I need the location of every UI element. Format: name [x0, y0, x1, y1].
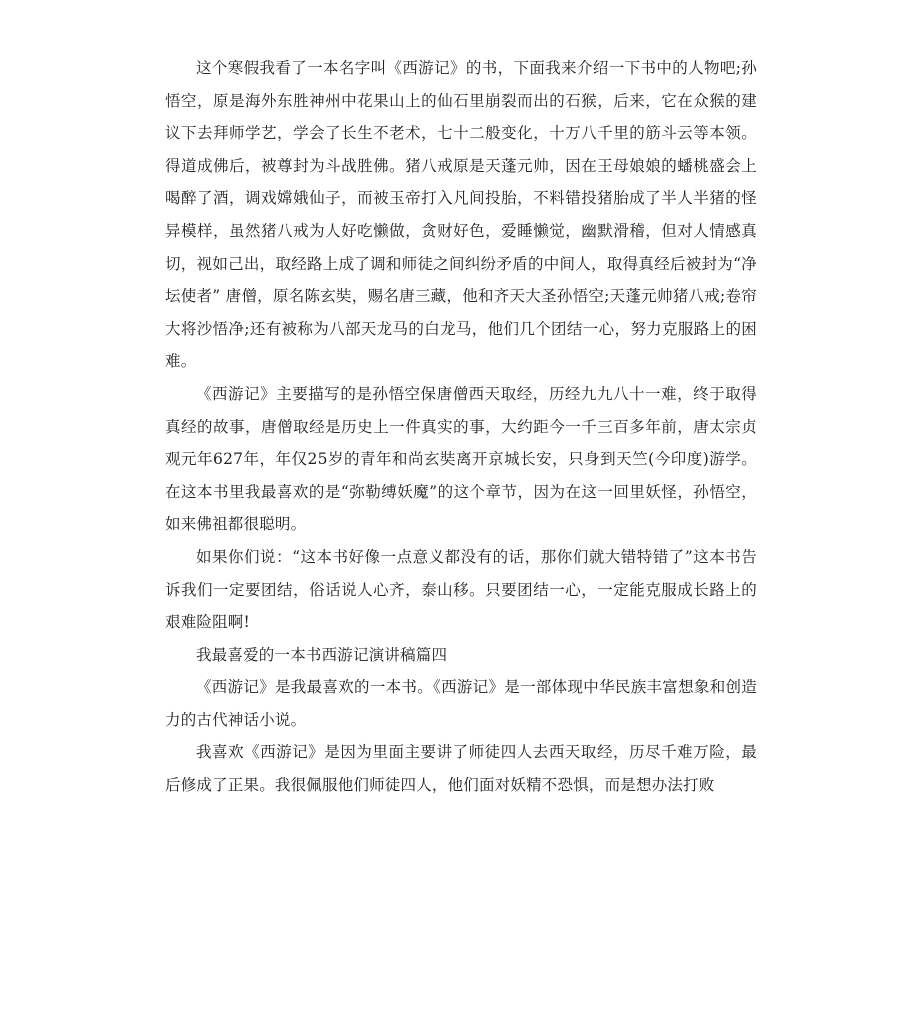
paragraph-2: 《西游记》主要描写的是孙悟空保唐僧西天取经，历经九九八十一难，终于取得真经的故事，唐僧取经是历史上一件真实的事，大约距今一千三百多年前，唐太宗贞观元年627年，年仅25岁的青年和尚玄奘离开京城长安，只身到天竺(今印度)游学。在这本书里我最喜欢的是“弥勒缚妖魔”的这个章节，因为在这一回里妖怪，孙悟空，如来佛祖都很聪明。	[165, 384, 757, 534]
paragraph-3: 如果你们说：“这本书好像一点意义都没有的话，那你们就大错特错了”这本书告诉我们一定要团结，俗话说人心齐，泰山移。只要团结一心，一定能克服成长路上的艰难险阻啊!	[165, 547, 757, 632]
paragraph-4: 《西游记》是我最喜欢的一本书。《西游记》是一部体现中华民族丰富想象和创造力的古代神话小说。	[165, 678, 757, 729]
paragraph-1: 这个寒假我看了一本名字叫《西游记》的书，下面我来介绍一下书中的人物吧;孙悟空，原是海外东胜神州中花果山上的仙石里崩裂而出的石猴，后来，它在众猴的建议下去拜师学艺，学会了长生不老术，七十二般变化，十万八千里的筋斗云等本领。得道成佛后，被尊封为斗战胜佛。猪八戒原是天蓬元帅，因在王母娘娘的蟠桃盛会上喝醉了酒，调戏嫦娥仙子，而被玉帝打入凡间投胎，不料错投猪胎成了半人半猪的怪异模样，虽然猪八戒为人好吃懒做，贪财好色，爱睡懒觉，幽默滑稽，但对人情感真切，视如己出，取经路上成了调和师徒之间纠纷矛盾的中间人，取得真经后被封为“净坛使者” 唐僧，原名陈玄奘，赐名唐三藏，他和齐天大圣孙悟空;天蓬元帅猪八戒;卷帘大将沙悟净;还有被称为八部天龙马的白龙马，他们几个团结一心，努力克服路上的困难。	[165, 59, 757, 371]
paragraph-5: 我喜欢《西游记》是因为里面主要讲了师徒四人去西天取经，历尽千难万险，最后修成了正果。我很佩服他们师徒四人，他们面对妖精不恐惧，而是想办法打败	[165, 743, 757, 795]
document-body	[165, 52, 757, 802]
section-heading: 我最喜爱的一本书西游记演讲稿篇四	[196, 645, 448, 664]
